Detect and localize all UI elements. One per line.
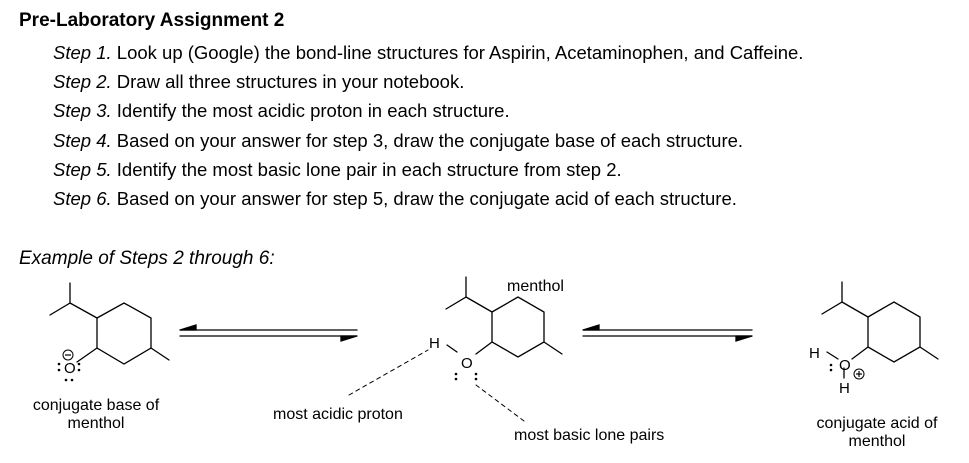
step-label: Step 5. bbox=[53, 159, 112, 180]
conjugate-acid-label: conjugate acid of bbox=[816, 415, 938, 432]
oxygen-atom: O bbox=[461, 355, 473, 372]
step-label: Step 1. bbox=[53, 42, 112, 63]
acidic-proton-label: most acidic proton bbox=[273, 406, 403, 423]
equilibrium-arrow-1 bbox=[180, 325, 357, 341]
step-label: Step 2. bbox=[53, 71, 112, 92]
step-label: Step 3. bbox=[53, 100, 112, 121]
acidic-proton-pointer bbox=[349, 350, 428, 395]
oxygen-atom: O bbox=[839, 357, 851, 374]
conjugate-base-structure bbox=[50, 283, 169, 364]
hydrogen-atom: H bbox=[839, 380, 850, 397]
step-text: Based on your answer for step 5, draw the conjugate acid of each structure. bbox=[116, 188, 737, 209]
lone-pair-pointer bbox=[476, 385, 524, 421]
hydrogen-atom: H bbox=[429, 335, 440, 352]
example-heading: Example of Steps 2 through 6: bbox=[19, 248, 275, 269]
step-label: Step 6. bbox=[53, 188, 112, 209]
conjugate-acid-label-line2: menthol bbox=[848, 433, 906, 450]
step-label: Step 4. bbox=[53, 130, 112, 151]
step-text: Based on your answer for step 3, draw the conjugate base of each structure. bbox=[116, 130, 744, 151]
conjugate-base-label: conjugate base of bbox=[32, 397, 160, 414]
basic-lone-pairs-label: most basic lone pairs bbox=[514, 427, 665, 444]
conjugate-base-label-line2: menthol bbox=[67, 415, 125, 432]
equilibrium-arrow-2 bbox=[583, 325, 752, 341]
menthol-hydroxyl bbox=[429, 335, 477, 380]
step-text: Look up (Google) the bond-line structures for Aspirin, Acetaminophen, and Caffeine. bbox=[116, 42, 804, 63]
menthol-label: menthol bbox=[507, 278, 564, 295]
step-text: Draw all three structures in your notebook. bbox=[116, 71, 465, 92]
step-text: Identify the most basic lone pair in each structure from step 2. bbox=[116, 159, 622, 180]
hydrogen-atom: H bbox=[809, 345, 820, 362]
oxygen-atom: O bbox=[64, 360, 76, 377]
base-oxygen bbox=[58, 350, 81, 381]
acid-oxonium bbox=[809, 345, 864, 397]
step-text: Identify the most acidic proton in each structure. bbox=[116, 100, 510, 121]
assignment-title: Pre-Laboratory Assignment 2 bbox=[19, 10, 285, 31]
